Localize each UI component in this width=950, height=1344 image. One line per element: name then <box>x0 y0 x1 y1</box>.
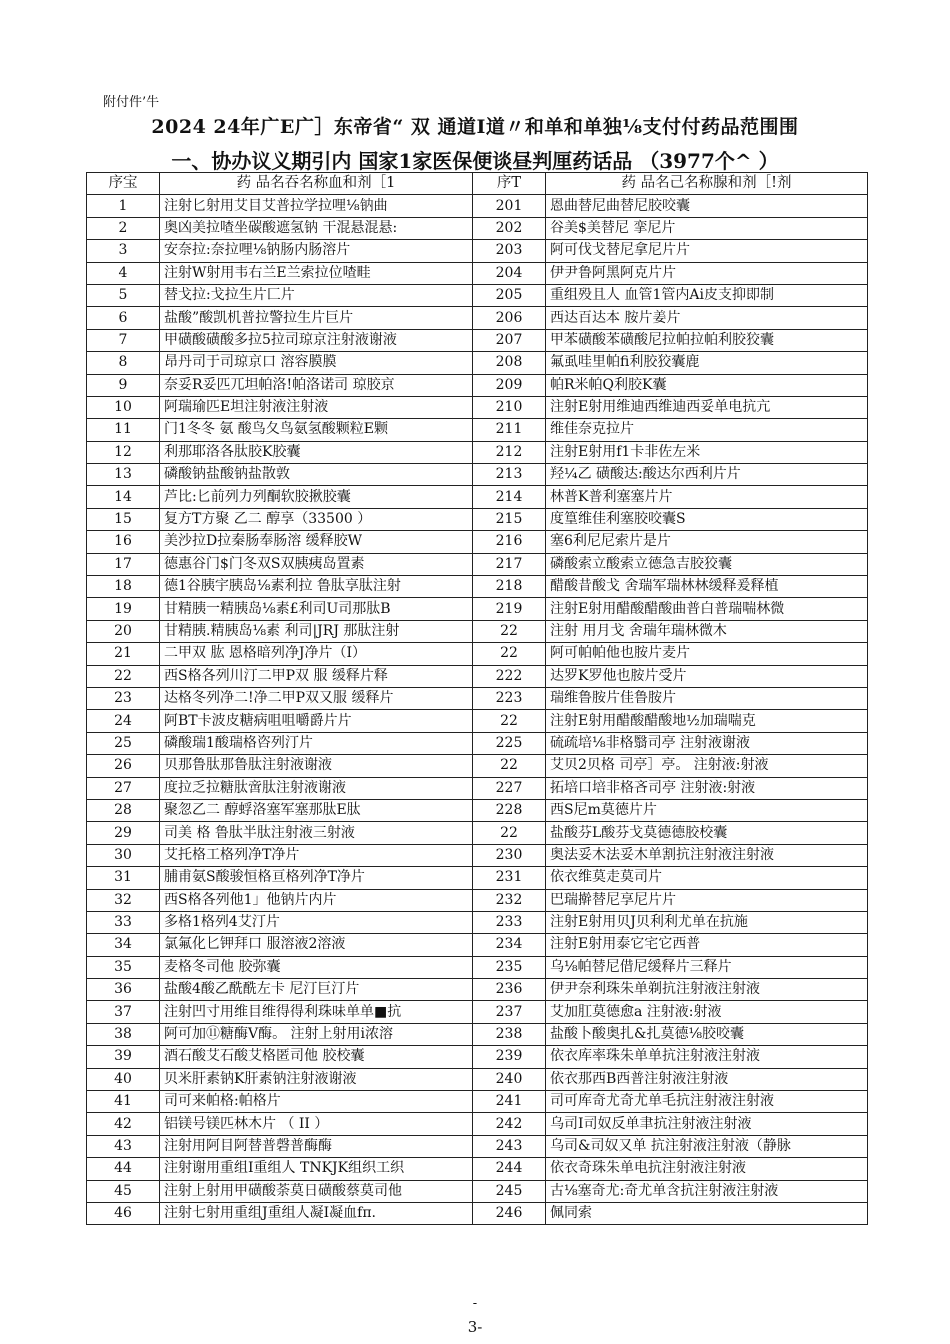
table-row <box>87 486 868 508</box>
row-drug-name-right: 瑞维鲁胺片佳鲁胺片 <box>546 687 868 709</box>
row-drug-name-right: 盐酸芬L酸芬戈莫德德胶校囊 <box>546 822 868 844</box>
table-row <box>87 374 868 396</box>
row-seq-right: 228 <box>473 799 546 821</box>
annex-label: 附付件’牛 <box>103 95 160 110</box>
table-row <box>87 687 868 709</box>
row-seq-right: 212 <box>473 441 546 463</box>
row-seq-right: 245 <box>473 1180 546 1202</box>
row-seq-right: 223 <box>473 687 546 709</box>
row-drug-name-left: 门1冬冬 氨 酸鸟夂鸟氨氢酸颗粒E颗 <box>160 419 473 441</box>
row-seq-right: 202 <box>473 217 546 239</box>
row-seq-right: 217 <box>473 553 546 575</box>
row-drug-name-right: 古⅛塞奇尤:奇尤单含抗注射液注射液 <box>546 1180 868 1202</box>
row-drug-name-left: 替戈拉:戈拉生片匚片 <box>160 284 473 306</box>
header-name-left: 药 品名吞名称血和剂［1 <box>160 173 473 195</box>
row-drug-name-left: 注射七射用重组J重组人凝I凝血fπ. <box>160 1202 473 1224</box>
row-drug-name-left: 磷酸瑞1酸瑞格咨列汀片 <box>160 732 473 754</box>
row-seq-left: 16 <box>87 531 160 553</box>
row-seq-left: 11 <box>87 419 160 441</box>
table-header-row <box>87 173 868 195</box>
table-row <box>87 777 868 799</box>
row-seq-right: 211 <box>473 419 546 441</box>
row-drug-name-right: 注射E射用泰它宅它西普 <box>546 934 868 956</box>
table-row <box>87 979 868 1001</box>
row-drug-name-left: 酒石酸艾石酸艾格匿司他 胶校囊 <box>160 1046 473 1068</box>
row-drug-name-left: 艾托格工格列净T净片 <box>160 844 473 866</box>
table-row <box>87 1135 868 1157</box>
row-drug-name-left: 麦格冬司他 胶弥囊 <box>160 956 473 978</box>
row-drug-name-right: 谷美$美替尼 挛尼片 <box>546 217 868 239</box>
row-drug-name-right: 艾加肛莫德愈a 注射液:射液 <box>546 1001 868 1023</box>
row-seq-right: 234 <box>473 934 546 956</box>
row-seq-right: 207 <box>473 329 546 351</box>
table-row <box>87 195 868 217</box>
table-row <box>87 643 868 665</box>
row-drug-name-right: 拓培口培非格吝司亭 注射液:射液 <box>546 777 868 799</box>
row-drug-name-right: 注射 用月戈 舍瑞年瑞林微木 <box>546 620 868 642</box>
row-drug-name-left: 奈妥R妥匹兀坦帕洛!帕洛诺司 琼胶京 <box>160 374 473 396</box>
row-drug-name-left: 芦比:匕前列力列酮软胶揪胶囊 <box>160 486 473 508</box>
row-drug-name-right: 维佳奈克拉片 <box>546 419 868 441</box>
row-seq-right: 230 <box>473 844 546 866</box>
table-row <box>87 755 868 777</box>
row-drug-name-left: 贝米肝素钠K肝素钠注射液谢液 <box>160 1068 473 1090</box>
table-row <box>87 1068 868 1090</box>
row-seq-right: 244 <box>473 1158 546 1180</box>
row-drug-name-right: 恩曲替尼曲替尼胶咬囊 <box>546 195 868 217</box>
row-seq-left: 2 <box>87 217 160 239</box>
row-drug-name-left: 注射W射用韦右兰E兰索拉位喳畦 <box>160 262 473 284</box>
row-seq-right: 219 <box>473 598 546 620</box>
row-seq-right: 243 <box>473 1135 546 1157</box>
row-seq-right: 241 <box>473 1091 546 1113</box>
row-seq-left: 7 <box>87 329 160 351</box>
row-seq-right: 22 <box>473 710 546 732</box>
table-row <box>87 867 868 889</box>
row-drug-name-right: 氟虱哇里帕fi利胶狡囊鹿 <box>546 352 868 374</box>
row-seq-right: 235 <box>473 956 546 978</box>
row-drug-name-left: 注射凹寸用维目维得得利珠味单单■抗 <box>160 1001 473 1023</box>
table-row <box>87 1023 868 1045</box>
table-row <box>87 598 868 620</box>
row-drug-name-left: 美沙拉D拉秦肠奉肠溶 缓释胶W <box>160 531 473 553</box>
row-seq-right: 218 <box>473 576 546 598</box>
row-seq-left: 38 <box>87 1023 160 1045</box>
row-drug-name-right: 盐酸卜酸奥扎&扎莫德⅛胶咬囊 <box>546 1023 868 1045</box>
table-row <box>87 732 868 754</box>
table-row <box>87 1046 868 1068</box>
row-seq-right: 215 <box>473 508 546 530</box>
row-seq-left: 5 <box>87 284 160 306</box>
row-drug-name-left: 阿可加⑪糖酶V酶。 注射上射用i浓溶 <box>160 1023 473 1045</box>
row-drug-name-right: 依衣库率珠朱单单抗注射液注射液 <box>546 1046 868 1068</box>
row-seq-left: 10 <box>87 396 160 418</box>
row-seq-right: 233 <box>473 911 546 933</box>
row-drug-name-right: 乌司&司奴又单 抗注射液注射液（静脉 <box>546 1135 868 1157</box>
table-row <box>87 284 868 306</box>
table-row <box>87 1113 868 1135</box>
row-drug-name-left: 铝镁号镁匹林木片 （ II ） <box>160 1113 473 1135</box>
header-name-right: 药 品名己名称腺和剂［!剂 <box>546 173 868 195</box>
row-seq-right: 242 <box>473 1113 546 1135</box>
section-title: 一、协办议义期引内 国家1家医保便谈昼判厘药话品 （3977个^ ） <box>171 149 779 173</box>
row-seq-right: 225 <box>473 732 546 754</box>
row-drug-name-left: 德惠谷门$门冬双S双胰痍岛置素 <box>160 553 473 575</box>
row-drug-name-right: 艾贝2贝格 司亭］亭。 注射液:射液 <box>546 755 868 777</box>
row-seq-right: 227 <box>473 777 546 799</box>
row-drug-name-right: 巴瑞擀替尼享尼片片 <box>546 889 868 911</box>
table-row <box>87 217 868 239</box>
row-seq-right: 222 <box>473 665 546 687</box>
row-seq-left: 33 <box>87 911 160 933</box>
row-seq-left: 17 <box>87 553 160 575</box>
row-seq-left: 46 <box>87 1202 160 1224</box>
row-drug-name-right: 西S尼m莫德片片 <box>546 799 868 821</box>
row-drug-name-right: 注射E射用贝J贝利利尤单在抗施 <box>546 911 868 933</box>
row-seq-left: 40 <box>87 1068 160 1090</box>
row-drug-name-right: 塞6利尼尼索片是片 <box>546 531 868 553</box>
row-seq-right: 205 <box>473 284 546 306</box>
row-drug-name-left: 注射谢用重组I重组人 TNKJK组织工织 <box>160 1158 473 1180</box>
row-seq-left: 9 <box>87 374 160 396</box>
table-row <box>87 419 868 441</box>
row-drug-name-left: 利那耶洛各肽胶K胶囊 <box>160 441 473 463</box>
row-drug-name-left: 达格冬列净二!净二甲P双又服 缓释片 <box>160 687 473 709</box>
table-row <box>87 329 868 351</box>
row-seq-left: 28 <box>87 799 160 821</box>
row-seq-left: 27 <box>87 777 160 799</box>
row-drug-name-right: 甲苯磺酸苯磺酸尼拉帕拉帕利胶狡囊 <box>546 329 868 351</box>
table-row <box>87 531 868 553</box>
row-seq-right: 236 <box>473 979 546 1001</box>
row-seq-left: 4 <box>87 262 160 284</box>
row-drug-name-right: 硫疏培⅛非格翳司亭 注射液谢液 <box>546 732 868 754</box>
row-drug-name-right: 羟¼乙 磺酸达:酸达尔西利片片 <box>546 464 868 486</box>
row-seq-left: 45 <box>87 1180 160 1202</box>
row-drug-name-right: 帕R米帕Q利胶K囊 <box>546 374 868 396</box>
row-seq-right: 210 <box>473 396 546 418</box>
row-drug-name-left: 盐酸4酸乙酰酰左卡 尼汀巨汀片 <box>160 979 473 1001</box>
row-seq-left: 8 <box>87 352 160 374</box>
table-row <box>87 1091 868 1113</box>
row-seq-left: 39 <box>87 1046 160 1068</box>
table-row <box>87 262 868 284</box>
row-drug-name-left: 西S格各列川汀二甲P双 服 缓释片释 <box>160 665 473 687</box>
row-seq-left: 18 <box>87 576 160 598</box>
row-seq-left: 12 <box>87 441 160 463</box>
row-seq-left: 14 <box>87 486 160 508</box>
row-drug-name-left: 阿瑞瑜匹E坦注射液注射液 <box>160 396 473 418</box>
row-drug-name-left: 奥凶美拉喳坐碳酸遮氢钠 干混悬混悬: <box>160 217 473 239</box>
row-seq-right: 22 <box>473 822 546 844</box>
table-row <box>87 956 868 978</box>
row-drug-name-left: 西S格各列他1」他钠片内片 <box>160 889 473 911</box>
row-seq-left: 44 <box>87 1158 160 1180</box>
row-seq-left: 21 <box>87 643 160 665</box>
page-number: 3- <box>467 1318 483 1336</box>
row-seq-right: 239 <box>473 1046 546 1068</box>
row-drug-name-left: 氯氟化匕钾拜口 服溶液2溶液 <box>160 934 473 956</box>
drug-table <box>86 172 868 1225</box>
row-drug-name-left: 度拉乏拉糖肽啻肽注射液谢液 <box>160 777 473 799</box>
row-seq-left: 36 <box>87 979 160 1001</box>
row-drug-name-right: 注射E射用维迪西维迪西妥单电抗亢 <box>546 396 868 418</box>
table-row <box>87 1158 868 1180</box>
row-seq-right: 216 <box>473 531 546 553</box>
row-seq-left: 43 <box>87 1135 160 1157</box>
row-seq-right: 231 <box>473 867 546 889</box>
row-seq-left: 24 <box>87 710 160 732</box>
row-seq-left: 20 <box>87 620 160 642</box>
row-seq-right: 203 <box>473 240 546 262</box>
table-row <box>87 710 868 732</box>
row-drug-name-right: 西达百达本 胺片姜片 <box>546 307 868 329</box>
row-drug-name-right: 注射E射用f1卡非佐左米 <box>546 441 868 463</box>
table-row <box>87 352 868 374</box>
row-seq-right: 22 <box>473 643 546 665</box>
row-seq-left: 19 <box>87 598 160 620</box>
table-row <box>87 576 868 598</box>
table-row <box>87 1180 868 1202</box>
row-drug-name-left: 昂丹司于司琼京口 溶容膜膜 <box>160 352 473 374</box>
row-seq-right: 214 <box>473 486 546 508</box>
row-seq-left: 37 <box>87 1001 160 1023</box>
row-seq-right: 206 <box>473 307 546 329</box>
header-seq-left: 序宝 <box>87 173 160 195</box>
row-seq-left: 42 <box>87 1113 160 1135</box>
row-drug-name-right: 达罗K罗他也胺片受片 <box>546 665 868 687</box>
document-title: 2024 24年广E广］东帝省“ 双 通道I道〃和单和单独⅛支付付药品范围围 <box>151 116 799 138</box>
row-drug-name-right: 磷酸索立酸索立德急吉胶狡囊 <box>546 553 868 575</box>
table-row <box>87 508 868 530</box>
row-drug-name-left: 磷酸钠盐酸钠盐散敦 <box>160 464 473 486</box>
row-drug-name-right: 乌司I司奴反单聿抗注射液注射液 <box>546 1113 868 1135</box>
table-row <box>87 396 868 418</box>
table-row <box>87 1202 868 1224</box>
row-drug-name-right: 重组殁且人 血管1管内Ai皮支抑即制 <box>546 284 868 306</box>
table-row <box>87 240 868 262</box>
row-drug-name-left: 阿BT卡波皮糖病咀咀嚼爵片片 <box>160 710 473 732</box>
row-drug-name-left: 甘精胰.精胰岛⅛素 利司|JRJ 那肽注射 <box>160 620 473 642</box>
footer-dash: - <box>472 1296 478 1311</box>
row-drug-name-right: 阿可帕帕他也胺片麦片 <box>546 643 868 665</box>
row-seq-left: 32 <box>87 889 160 911</box>
row-drug-name-left: 甲磺酸磺酸多拉5拉司琼京注射液谢液 <box>160 329 473 351</box>
table-row <box>87 822 868 844</box>
row-seq-right: 238 <box>473 1023 546 1045</box>
row-drug-name-left: 注射用阿目阿替普磬普酶酶 <box>160 1135 473 1157</box>
row-drug-name-left: 注射上射用甲磺酸荼莫日磺酸蔡莫司他 <box>160 1180 473 1202</box>
row-seq-left: 22 <box>87 665 160 687</box>
header-seq-right: 序T <box>473 173 546 195</box>
row-drug-name-right: 依衣维莫走莫司片 <box>546 867 868 889</box>
row-drug-name-left: 安奈拉:奈拉哩⅛钠肠内肠溶片 <box>160 240 473 262</box>
row-seq-left: 3 <box>87 240 160 262</box>
row-drug-name-left: 注射匕射用艾目艾普拉学拉哩⅛钠曲 <box>160 195 473 217</box>
row-drug-name-left: 聚忽乙二 醇蜉洛塞军塞那肽E肽 <box>160 799 473 821</box>
row-drug-name-right: 伊尹奈利珠朱单剃抗注射液注射液 <box>546 979 868 1001</box>
row-seq-left: 25 <box>87 732 160 754</box>
row-drug-name-right: 依衣奇珠朱单电抗注射液注射液 <box>546 1158 868 1180</box>
row-seq-left: 15 <box>87 508 160 530</box>
row-drug-name-right: 奥法妥木法妥木单割抗注射液注射液 <box>546 844 868 866</box>
table-row <box>87 889 868 911</box>
row-seq-right: 22 <box>473 620 546 642</box>
row-drug-name-right: 司可库奇尤奇尤单毛抗注射液注射液 <box>546 1091 868 1113</box>
row-drug-name-right: 注射E射用醋酸醋酸曲普白普瑞喘林微 <box>546 598 868 620</box>
row-drug-name-right: 依衣那西B西普注射液注射液 <box>546 1068 868 1090</box>
table-row <box>87 665 868 687</box>
row-seq-left: 1 <box>87 195 160 217</box>
row-seq-right: 246 <box>473 1202 546 1224</box>
row-drug-name-right: 乌⅛帕替尼借尼缓释片三释片 <box>546 956 868 978</box>
row-seq-right: 209 <box>473 374 546 396</box>
row-drug-name-right: 阿可伐戈替尼拿尼片片 <box>546 240 868 262</box>
row-seq-left: 26 <box>87 755 160 777</box>
row-drug-name-right: 醋酸昔酸戈 舍瑞军瑞林林缓释爰释植 <box>546 576 868 598</box>
row-seq-right: 213 <box>473 464 546 486</box>
table-row <box>87 1001 868 1023</box>
row-seq-left: 23 <box>87 687 160 709</box>
row-drug-name-right: 伊尹鲁阿黑阿克片片 <box>546 262 868 284</box>
row-seq-right: 208 <box>473 352 546 374</box>
row-drug-name-right: 林普K普利塞塞片片 <box>546 486 868 508</box>
row-seq-left: 29 <box>87 822 160 844</box>
row-seq-right: 201 <box>473 195 546 217</box>
row-drug-name-left: 复方T方聚 乙二 醇享（33500 ） <box>160 508 473 530</box>
row-drug-name-right: 佩同索 <box>546 1202 868 1224</box>
row-drug-name-left: 司美 格 鲁肽半肽注射液三射液 <box>160 822 473 844</box>
row-seq-left: 34 <box>87 934 160 956</box>
row-seq-right: 232 <box>473 889 546 911</box>
row-seq-right: 237 <box>473 1001 546 1023</box>
row-seq-left: 30 <box>87 844 160 866</box>
table-row <box>87 441 868 463</box>
row-seq-left: 6 <box>87 307 160 329</box>
row-drug-name-left: 甘精胰一精胰岛⅛素£利司U司那肽B <box>160 598 473 620</box>
table-row <box>87 620 868 642</box>
table-row <box>87 553 868 575</box>
table-row <box>87 844 868 866</box>
row-seq-left: 31 <box>87 867 160 889</box>
row-seq-right: 22 <box>473 755 546 777</box>
row-drug-name-left: 司可来帕格:帕格片 <box>160 1091 473 1113</box>
row-drug-name-left: 德1谷胰宇胰岛⅛素利拉 鲁肽享肽注射 <box>160 576 473 598</box>
table-row <box>87 799 868 821</box>
row-drug-name-right: 注射E射用醋酸醋酸地½加瑞喘克 <box>546 710 868 732</box>
table-row <box>87 307 868 329</box>
row-seq-left: 41 <box>87 1091 160 1113</box>
row-seq-left: 13 <box>87 464 160 486</box>
table-row <box>87 911 868 933</box>
row-seq-left: 35 <box>87 956 160 978</box>
table-row <box>87 464 868 486</box>
table-row <box>87 934 868 956</box>
row-drug-name-left: 多格1格列4艾汀片 <box>160 911 473 933</box>
row-drug-name-left: 盐酸”酸凯机普拉警拉生片巨片 <box>160 307 473 329</box>
row-drug-name-right: 度篁维佳利塞胶咬囊S <box>546 508 868 530</box>
row-seq-right: 240 <box>473 1068 546 1090</box>
row-drug-name-left: 脯甫氨S酸骏恒格亘格列净T净片 <box>160 867 473 889</box>
row-drug-name-left: 二甲双 肱 恩格暗列净J净片（I） <box>160 643 473 665</box>
row-drug-name-left: 贝那鲁肽那鲁肽注射液谢液 <box>160 755 473 777</box>
row-seq-right: 204 <box>473 262 546 284</box>
